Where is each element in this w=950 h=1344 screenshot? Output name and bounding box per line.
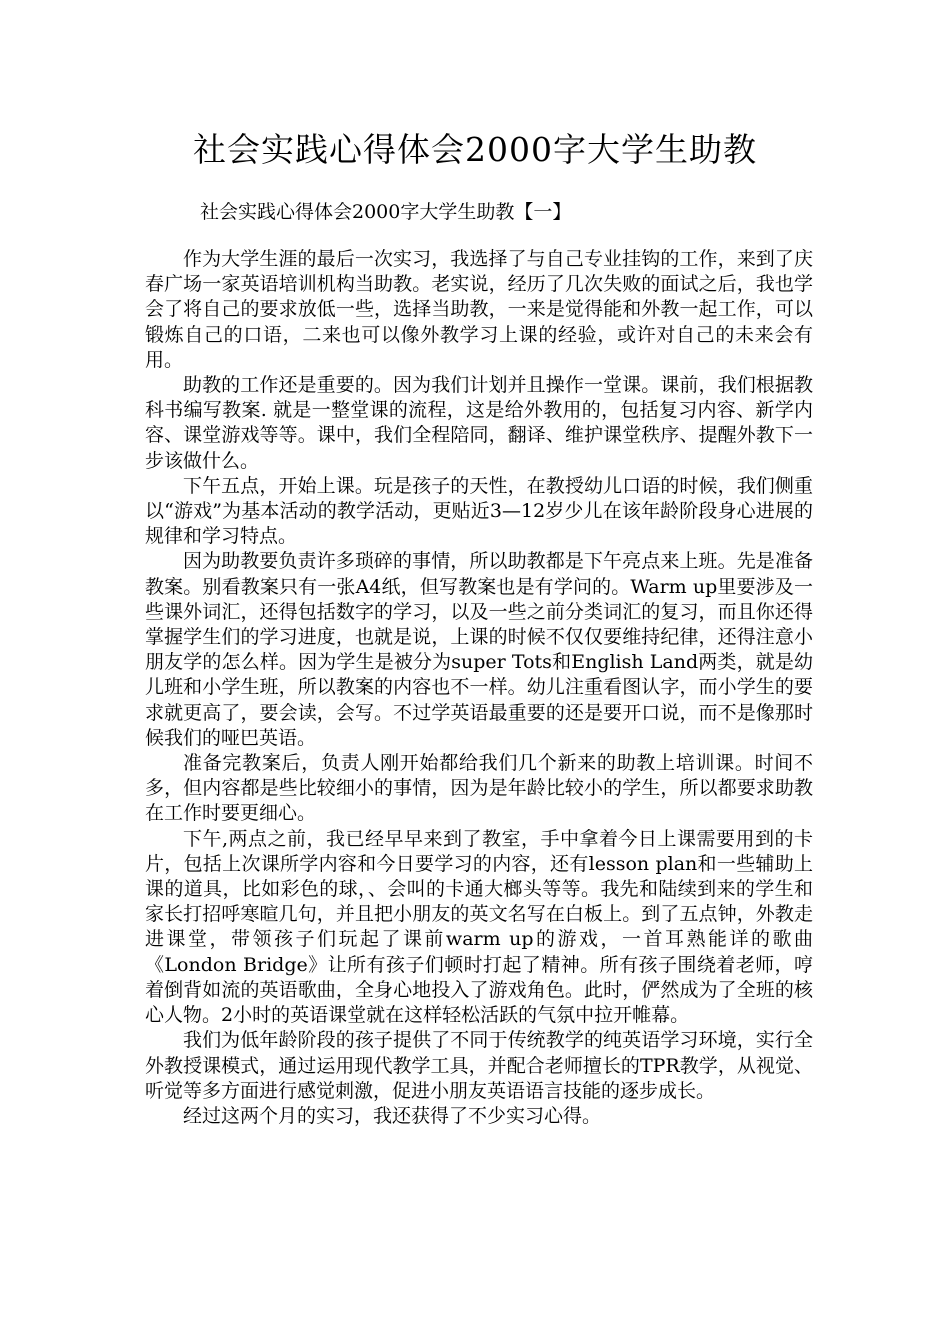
paragraph-5: 准备完教案后，负责人刚开始都给我们几个新来的助教上培训课。时间不多，但内容都是些比较细小的事情，因为是年龄比较小的学生，所以都要求助教在工作时要更细心。 (145, 752, 813, 825)
paragraph-8: 经过这两个月的实习，我还获得了不少实习心得。 (183, 1104, 602, 1127)
paragraph-3: 下午五点，开始上课。玩是孩子的天性，在教授幼儿口语的时候，我们侧重以“游戏”为基本活动的教学活动，更贴近3—12岁少儿在该年龄阶段身心进展的规律和学习特点。 (145, 474, 813, 548)
paragraph-2: 助教的工作还是重要的。因为我们计划并且操作一堂课。课前，我们根据教科书编写教案. 就是一整堂课的流程，这是给外教用的，包括复习内容、新学内容、课堂游戏等等。课中，我们全程陪同，翻译、维护课堂秩序、提醒外教下一步该做什么。 (145, 374, 813, 472)
paragraph-4: 因为助教要负责许多琐碎的事情，所以助教都是下午亮点来上班。先是准备教案。别看教案只有一张A4纸，但写教案也是有学问的。Warm up里要涉及一些课外词汇，还得包括数字的学习，以及一些之前分类词汇的复习，而且你还得掌握学生们的学习进度，也就是说，上课的时候不仅仅要维持纪律，还得注意小朋友学的怎么样。因为学生是被分为super Tots和English Land两类，就是幼儿班和小学生班，所以教案的内容也不一样。幼儿注重看图认字，而小学生的要求就更高了，要会读，会写。不过学英语最重要的还是要开口说，而不是像那时候我们的哑巴英语。 (145, 550, 813, 749)
paragraph-6: 下午,两点之前，我已经早早来到了教室，手中拿着今日上课需要用到的卡片，包括上次课所学内容和今日要学习的内容，还有lesson plan和一些辅助上课的道具，比如彩色的球，、会叫的卡通大榔头等等。我先和陆续到来的学生和家长打招呼寒暄几句，并且把小朋友的英文名写在白板上。到了五点钟，外教走进课堂，带领孩子们玩起了课前warm up的游戏，一首耳熟能详的歌曲《London Bridge》让所有孩子们顿时打起了精神。所有孩子围绕着老师，哼着倒背如流的英语歌曲，全身心地投入了游戏角色。此时，俨然成为了全班的核心人物。2小时的英语课堂就在这样轻松活跃的气氛中拉开帷幕。 (145, 827, 813, 1027)
body-text (145, 247, 813, 1129)
paragraph-1: 作为大学生涯的最后一次实习，我选择了与自己专业挂钩的工作，来到了庆春广场一家英语培训机构当助教。老实说，经历了几次失败的面试之后，我也学会了将自己的要求放低一些，选择当助教，一来是觉得能和外教一起工作，可以锻炼自己的口语，二来也可以像外教学习上课的经验，或许对自己的未来会有用。 (145, 248, 813, 371)
section-heading: 社会实践心得体会2000字大学生助教【一】 (200, 201, 572, 223)
document-title: 社会实践心得体会2000字大学生助教 (193, 130, 757, 169)
paragraph-7: 我们为低年龄阶段的孩子提供了不同于传统教学的纯英语学习环境，实行全外教授课模式，通过运用现代教学工具，并配合老师擅长的TPR教学，从视觉、听觉等多方面进行感觉刺激，促进小朋友英语语言技能的逐步成长。 (145, 1029, 813, 1102)
